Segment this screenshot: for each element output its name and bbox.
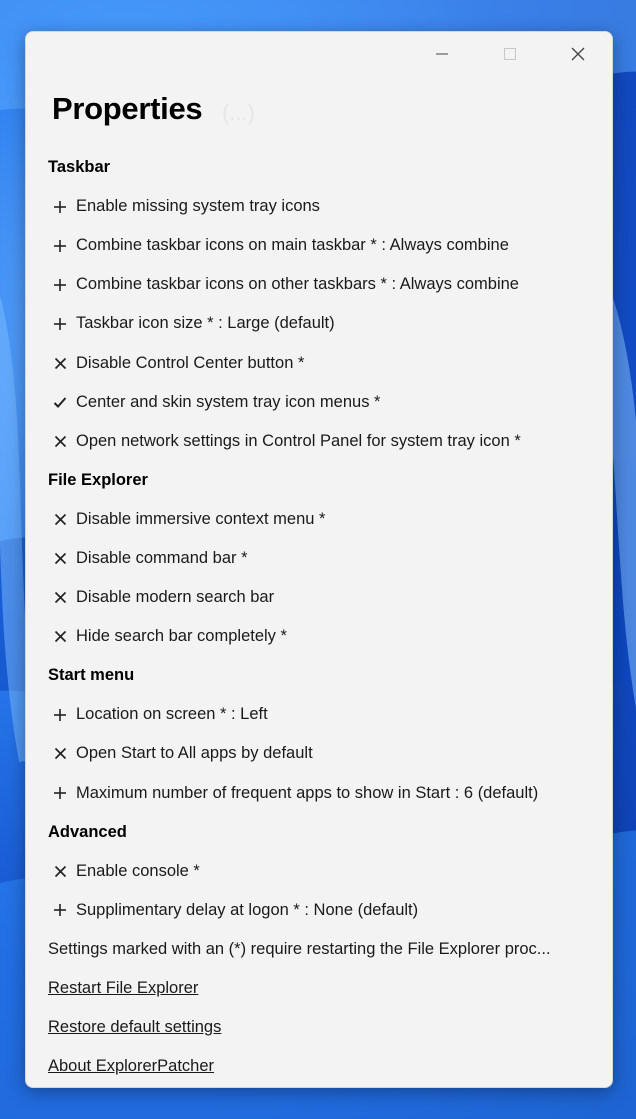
setting-item[interactable] bbox=[48, 500, 598, 539]
section-header-advanced: Advanced bbox=[48, 822, 127, 841]
setting-item-label: Hide search bar completely * bbox=[76, 627, 287, 646]
setting-item-label: Combine taskbar icons on main taskbar * : Always combine bbox=[76, 236, 509, 255]
setting-item[interactable] bbox=[48, 226, 598, 265]
setting-item[interactable] bbox=[48, 891, 598, 930]
about-explorerpatcher-link[interactable]: About ExplorerPatcher bbox=[48, 1057, 215, 1076]
setting-item[interactable] bbox=[48, 265, 598, 304]
setting-item[interactable] bbox=[48, 343, 598, 382]
plus-icon bbox=[50, 239, 70, 253]
section-header-start-menu: Start menu bbox=[48, 666, 135, 685]
section-header-taskbar: Taskbar bbox=[48, 158, 111, 177]
minimize-icon bbox=[435, 47, 449, 61]
setting-item-label: Center and skin system tray icon menus * bbox=[76, 392, 381, 411]
plus-icon bbox=[50, 278, 70, 292]
properties-window bbox=[25, 31, 613, 1088]
setting-item[interactable] bbox=[48, 852, 598, 891]
minimize-button[interactable] bbox=[408, 32, 476, 76]
restart-file-explorer-link[interactable]: Restart File Explorer bbox=[48, 979, 199, 998]
cross-icon bbox=[50, 865, 70, 878]
setting-item[interactable] bbox=[48, 539, 598, 578]
setting-item[interactable] bbox=[48, 774, 598, 813]
setting-item-label: Disable immersive context menu * bbox=[76, 509, 326, 528]
caption-buttons bbox=[408, 32, 612, 76]
setting-item-label: Location on screen * : Left bbox=[76, 705, 268, 724]
plus-icon bbox=[50, 200, 70, 214]
setting-item-label: Disable command bar * bbox=[76, 548, 248, 567]
cross-icon bbox=[50, 435, 70, 448]
setting-item-label: Enable console * bbox=[76, 861, 200, 880]
settings-list bbox=[48, 148, 598, 1086]
setting-item-label: Open Start to All apps by default bbox=[76, 744, 313, 763]
close-button[interactable] bbox=[544, 32, 612, 76]
cross-icon bbox=[50, 747, 70, 760]
setting-item[interactable] bbox=[48, 383, 598, 422]
setting-item[interactable] bbox=[48, 734, 598, 773]
setting-item[interactable] bbox=[48, 187, 598, 226]
section-header-file-explorer: File Explorer bbox=[48, 470, 148, 489]
setting-item-label: Enable missing system tray icons bbox=[76, 197, 320, 216]
title-ghost-text: (...) bbox=[222, 100, 255, 125]
cross-icon bbox=[50, 630, 70, 643]
setting-item-label: Disable modern search bar bbox=[76, 588, 275, 607]
maximize-button[interactable] bbox=[476, 32, 544, 76]
setting-item[interactable] bbox=[48, 578, 598, 617]
setting-item-label: Taskbar icon size * : Large (default) bbox=[76, 314, 335, 333]
cross-icon bbox=[50, 513, 70, 526]
cross-icon bbox=[50, 591, 70, 604]
cross-icon bbox=[50, 357, 70, 370]
restore-default-settings-link[interactable]: Restore default settings bbox=[48, 1018, 222, 1037]
close-icon bbox=[570, 46, 586, 62]
plus-icon bbox=[50, 708, 70, 722]
setting-item-label: Open network settings in Control Panel for system tray icon * bbox=[76, 431, 521, 450]
cross-icon bbox=[50, 552, 70, 565]
setting-item-label: Combine taskbar icons on other taskbars * : Always combine bbox=[76, 275, 519, 294]
setting-item-label: Maximum number of frequent apps to show in Start : 6 (default) bbox=[76, 783, 539, 802]
plus-icon bbox=[50, 786, 70, 800]
setting-item-label: Supplimentary delay at logon * : None (default) bbox=[76, 900, 419, 919]
plus-icon bbox=[50, 317, 70, 331]
setting-item[interactable] bbox=[48, 422, 598, 461]
check-icon bbox=[50, 396, 70, 409]
setting-item-label: Disable Control Center button * bbox=[76, 353, 305, 372]
setting-item[interactable] bbox=[48, 695, 598, 734]
plus-icon bbox=[50, 903, 70, 917]
restart-note-text: Settings marked with an (*) require restarting the File Explorer proc... bbox=[48, 939, 551, 958]
maximize-icon bbox=[503, 47, 517, 61]
restart-note bbox=[48, 930, 598, 969]
setting-item[interactable] bbox=[48, 304, 598, 343]
window-title: Properties bbox=[52, 91, 203, 126]
setting-item[interactable] bbox=[48, 617, 598, 656]
